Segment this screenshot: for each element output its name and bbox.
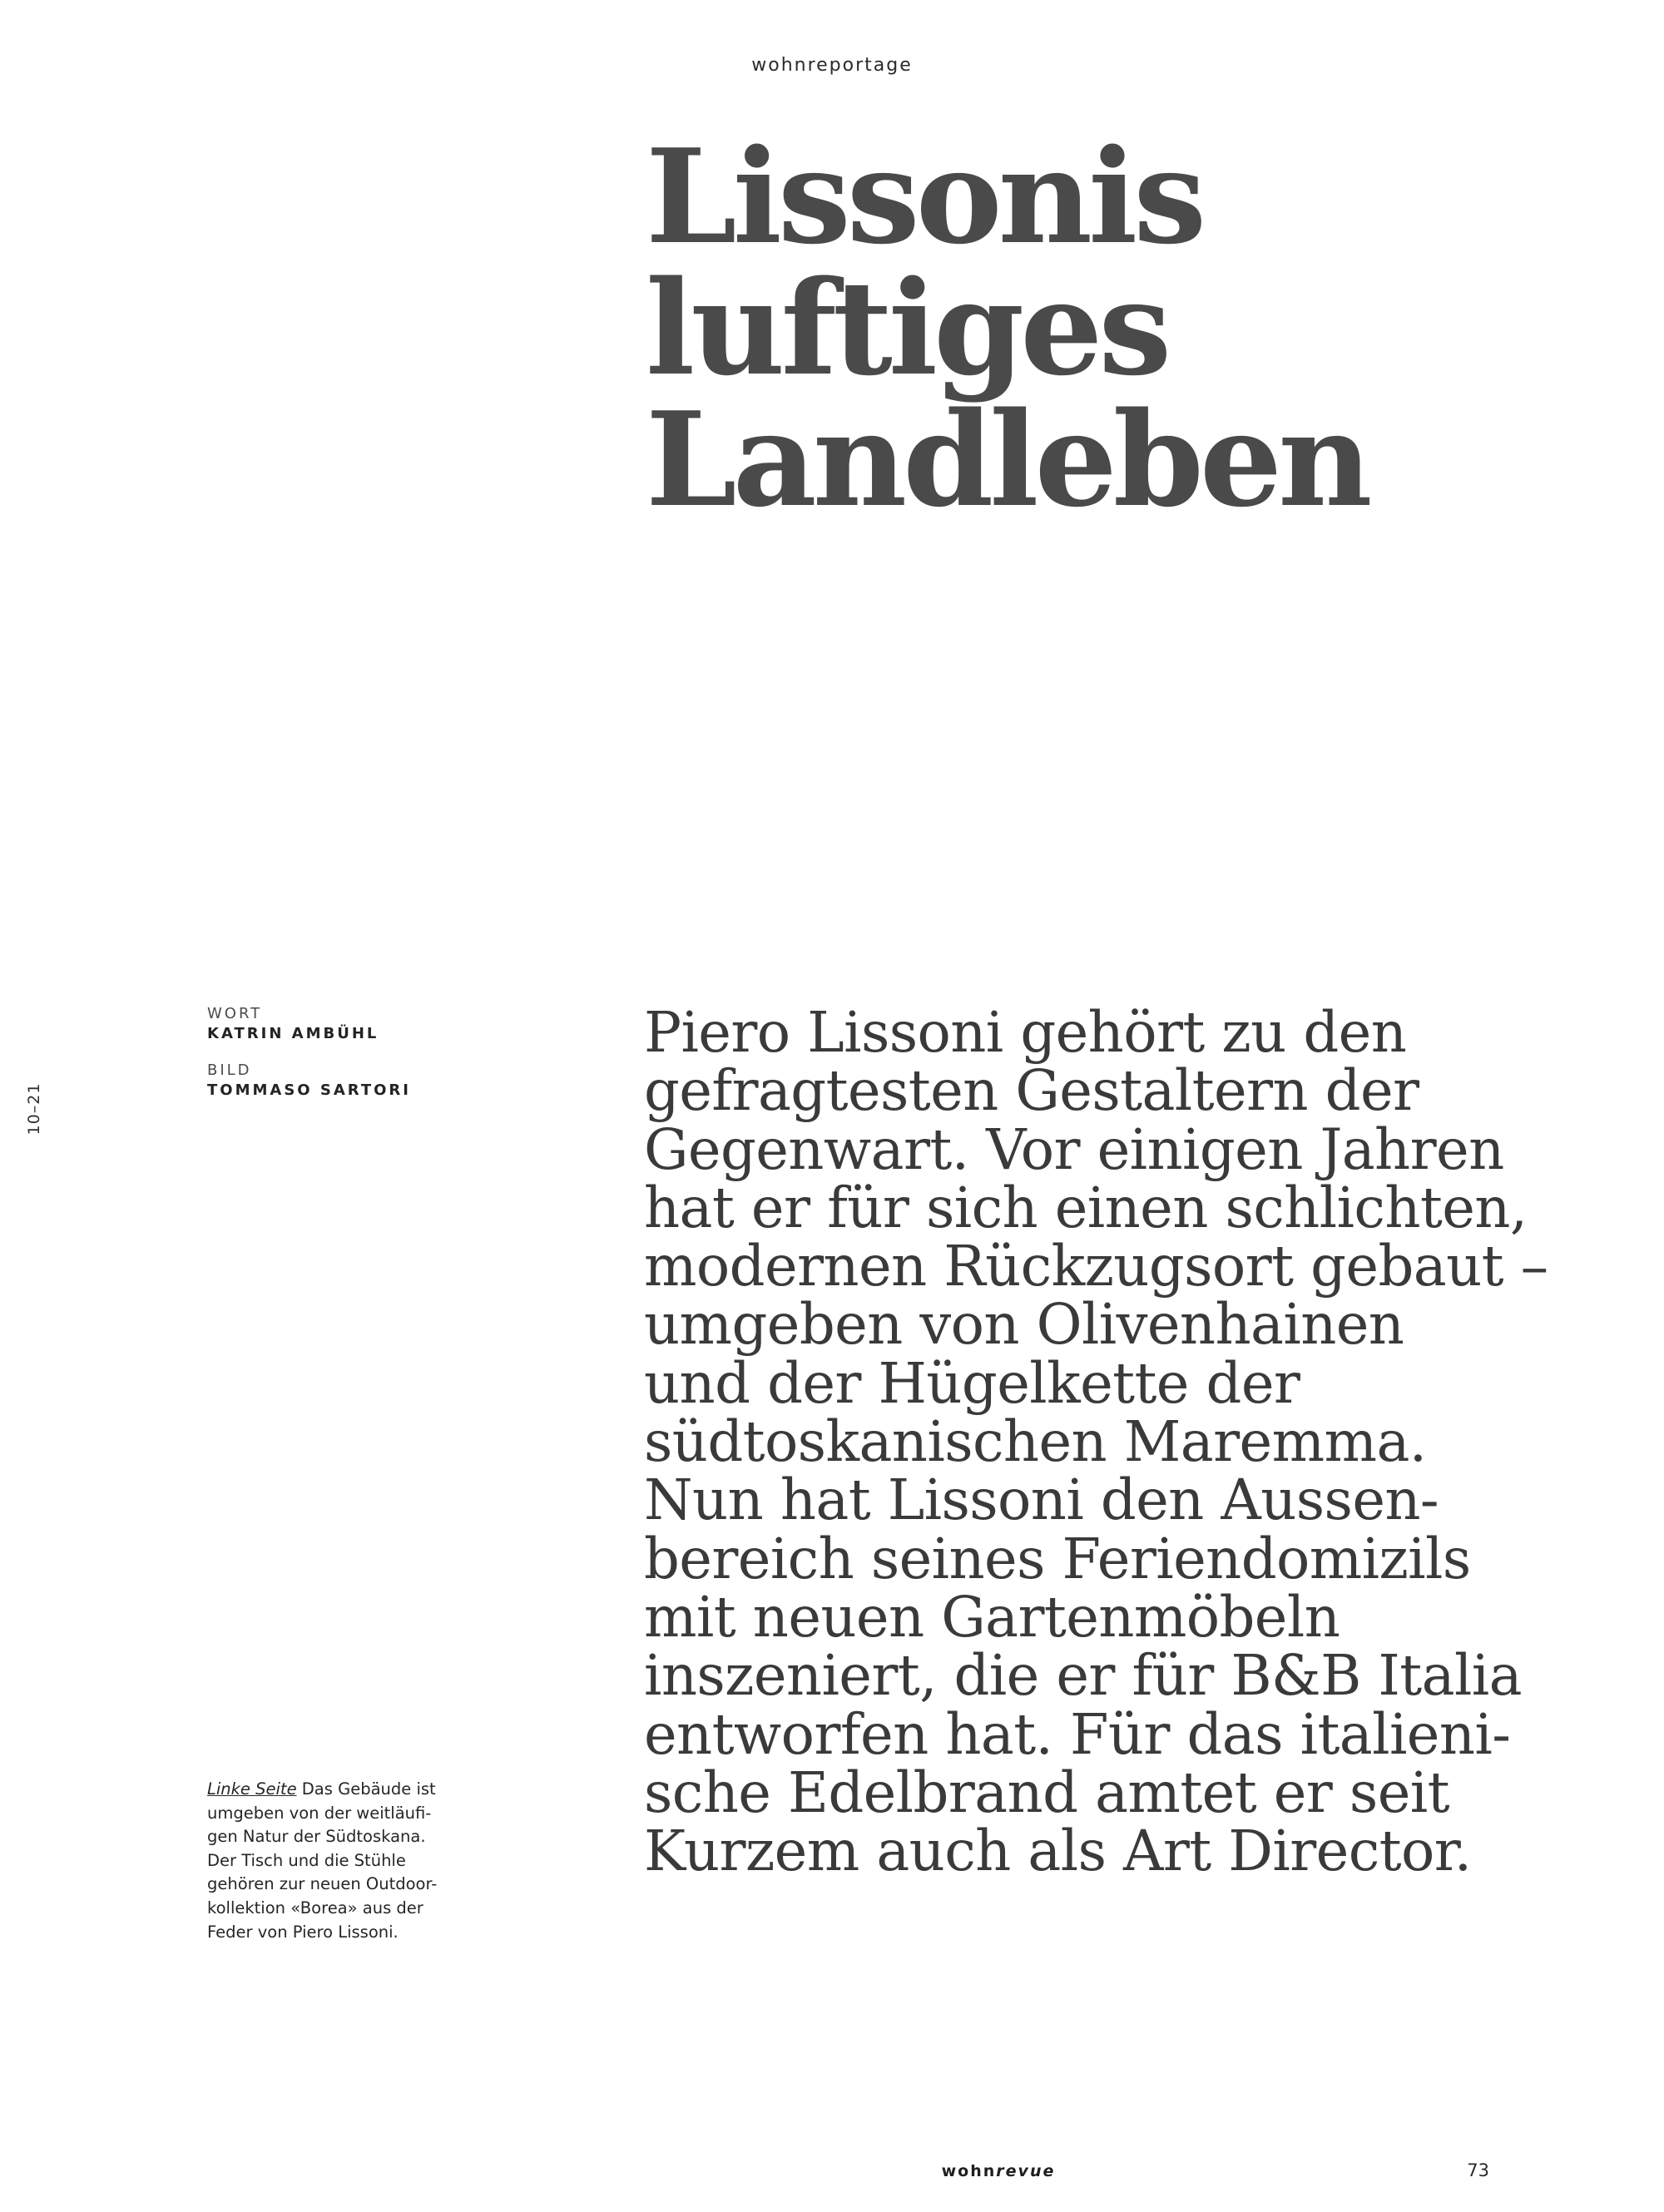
lead-line: sche Edelbrand amtet er seit bbox=[644, 1759, 1449, 1825]
lead-line: umgeben von Olivenhainen bbox=[644, 1292, 1404, 1358]
brand-suffix: revue bbox=[996, 2162, 1056, 2180]
headline-line: luftiges bbox=[646, 252, 1168, 404]
lead-line: südtoskanischen Maremma. bbox=[644, 1409, 1427, 1475]
lead-line: Nun hat Lissoni den Aussen- bbox=[644, 1467, 1439, 1533]
article-headline bbox=[646, 121, 1561, 536]
lead-line: hat er für sich einen schlichten, bbox=[644, 1175, 1528, 1240]
lead-line: und der Hügelkette der bbox=[644, 1350, 1300, 1416]
caption-line: umgeben von der weitläufi- bbox=[207, 1803, 432, 1823]
lead-line: entworfen hat. Für das italieni- bbox=[644, 1701, 1511, 1767]
credit-photo-author: TOMMASO SARTORI bbox=[207, 1081, 411, 1099]
page-number: 73 bbox=[1467, 2160, 1489, 2180]
caption-lead: Linke Seite bbox=[207, 1779, 297, 1799]
lead-line: Kurzem auch als Art Director. bbox=[644, 1819, 1472, 1884]
lead-line: mit neuen Gartenmöbeln bbox=[644, 1584, 1340, 1650]
lead-line: bereich seines Feriendomizils bbox=[644, 1526, 1471, 1591]
lead-line: modernen Rückzugsort gebaut – bbox=[644, 1234, 1548, 1299]
image-caption bbox=[207, 1778, 473, 1944]
section-label: wohnreportage bbox=[751, 55, 913, 76]
caption-line: gehören zur neuen Outdoor- bbox=[207, 1874, 438, 1894]
caption-line bbox=[207, 1778, 473, 1802]
credit-photo-label: BILD bbox=[207, 1061, 252, 1079]
headline-line: Landleben bbox=[646, 384, 1369, 536]
side-folio: 10–21 bbox=[25, 1082, 43, 1136]
credit-text-label: WORT bbox=[207, 1005, 263, 1022]
caption-line: Der Tisch und die Stühle bbox=[207, 1850, 406, 1870]
lead-line: Gegenwart. Vor einigen Jahren bbox=[644, 1116, 1504, 1182]
credits-block bbox=[207, 1004, 473, 1117]
caption-line: gen Natur der Südtoskana. bbox=[207, 1827, 426, 1847]
credit-text-author: KATRIN AMBÜHL bbox=[207, 1025, 379, 1042]
lead-line: Piero Lissoni gehört zu den bbox=[644, 1000, 1407, 1065]
magazine-brand bbox=[874, 2162, 1123, 2180]
caption-line: Feder von Piero Lissoni. bbox=[207, 1922, 399, 1942]
caption-line: kollektion «Borea» aus der bbox=[207, 1898, 423, 1918]
headline-line: Lissonis bbox=[646, 121, 1203, 273]
caption-first-line-text: Das Gebäude ist bbox=[296, 1779, 436, 1799]
brand-prefix: wohn bbox=[941, 2162, 997, 2180]
lead-line: inszeniert, die er für B&B Italia bbox=[644, 1643, 1522, 1709]
lead-paragraph bbox=[644, 1000, 1601, 1884]
lead-line: gefragtesten Gestaltern der bbox=[644, 1058, 1419, 1124]
